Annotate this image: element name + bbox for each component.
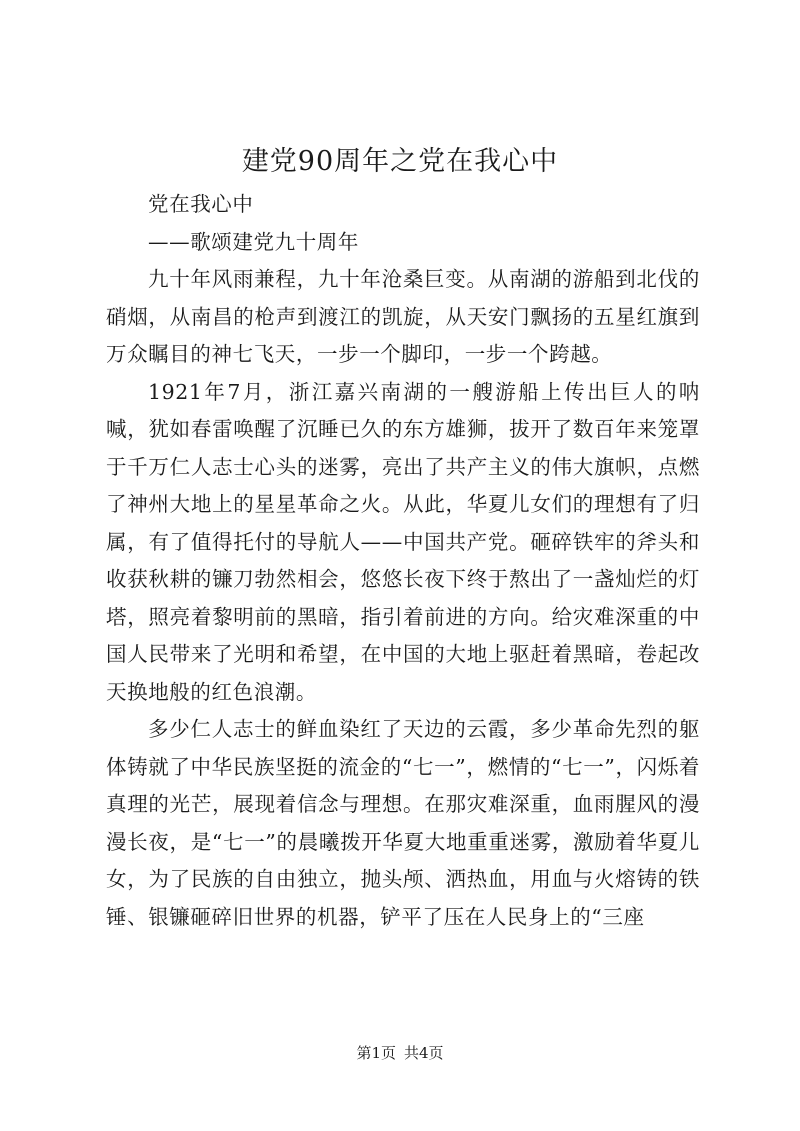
page-total: 共4页: [404, 1044, 444, 1062]
paragraph: 多少仁人志士的鲜血染红了天边的云霞，多少革命先烈的躯体铸就了中华民族坚挺的流金的“七一”，燃情的“七一”，闪烁着真理的光芒，展现着信念与理想。在那灾难深重，血雨腥风的漫漫长夜，是“七一”的晨曦拨开华夏大地重重迷雾，激励着华夏儿女，为了民族的自由独立，抛头颅、洒热血，用血与火熔铸的铁锤、银镰砸碎旧世界的机器，铲平了压在人民身上的“三座: [106, 717, 700, 929]
paragraph-subheading: ——歌颂建党九十周年: [148, 229, 359, 254]
paragraph: 1921年7月，浙江嘉兴南湖的一艘游船上传出巨人的呐喊，犹如春雷唤醒了沉睡已久的东方雄狮，拔开了数百年来笼罩于千万仁人志士心头的迷雾，亮出了共产主义的伟大旗帜，点燃了神州大地上的星星革命之火。从此，华夏儿女们的理想有了归属，有了值得托付的导航人——中国共产党。砸碎铁牢的斧头和收获秋耕的镰刀勃然相会，悠悠长夜下终于熬出了一盏灿烂的灯塔，照亮着黎明前的黑暗，指引着前进的方向。给灾难深重的中国人民带来了光明和希望，在中国的大地上驱赶着黑暗，卷起改天换地般的红色浪潮。: [106, 379, 700, 704]
page-footer: [0, 1043, 800, 1063]
document-body: [106, 186, 700, 936]
paragraph-heading: 党在我心中: [148, 192, 254, 216]
paragraph: 九十年风雨兼程，九十年沧桑巨变。从南湖的游船到北伐的硝烟，从南昌的枪声到渡江的凯旋，从天安门飘扬的五星红旗到万众瞩目的神七飞天，一步一个脚印，一步一个跨越。: [106, 267, 700, 366]
document-title: 建党90周年之党在我心中: [241, 146, 559, 177]
page-number: 第1页: [356, 1044, 396, 1062]
